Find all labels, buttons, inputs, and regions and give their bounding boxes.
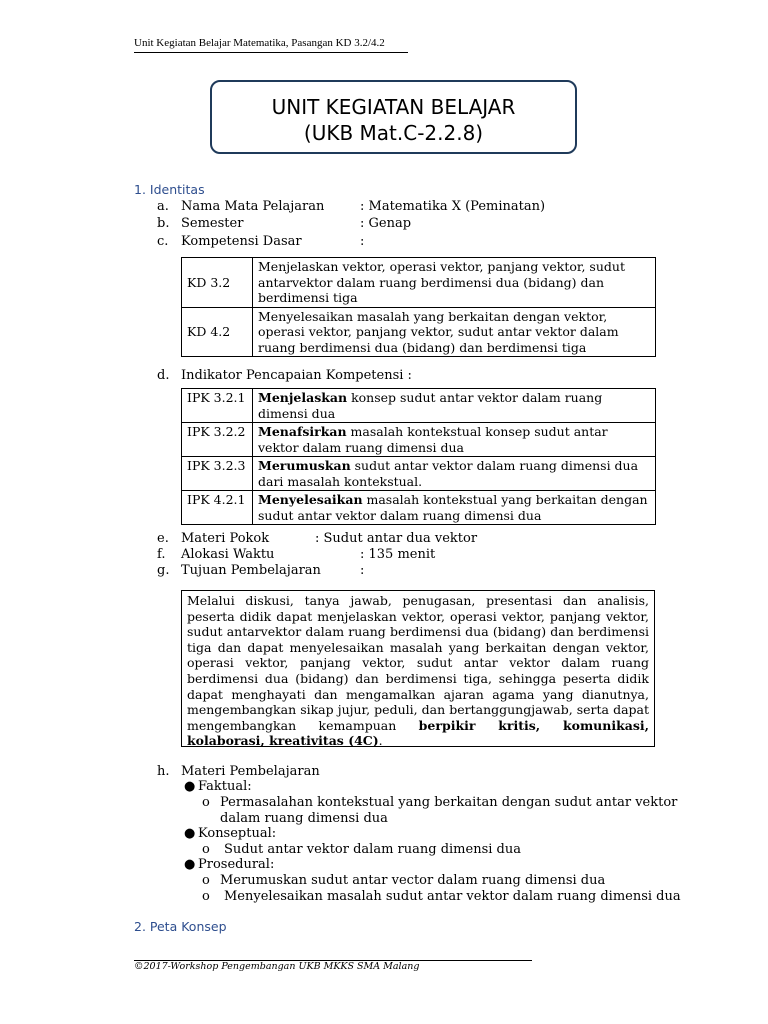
kd-text: Menjelaskan vektor, operasi vektor, panjang vektor, sudut antarvektor dalam ruang berdimensi dua (bidang) dan berdimensi tiga: [253, 258, 656, 308]
ipk-verb: Merumuskan: [258, 458, 351, 473]
kd-text: Menyelesaikan masalah yang berkaitan dengan vektor, operasi vektor, panjang vektor, sudut antar vektor dalam ruang berdimensi dua (bidang) dan berdimensi tiga: [253, 307, 656, 357]
ipk-code: IPK 3.2.1: [182, 389, 253, 423]
circle-bullet-icon: o: [202, 842, 210, 857]
table-row: [182, 389, 656, 423]
ipk-table: [181, 388, 656, 525]
circle-bullet-icon: o: [202, 889, 210, 904]
ipk-rest: sudut antar vektor dalam ruang dimensi dua dari masalah kontekstual.: [258, 458, 639, 489]
row-letter: g.: [157, 563, 170, 578]
table-row: [182, 423, 656, 457]
alokasi-row: [157, 546, 436, 563]
bullet-icon: ●: [184, 857, 196, 872]
title-line-1: UNIT KEGIATAN BELAJAR: [271, 95, 516, 119]
tujuan-box: [181, 590, 655, 747]
prosedural-subitem: [202, 873, 606, 889]
konseptual-text: Sudut antar vektor dalam ruang dimensi dua: [224, 842, 521, 857]
identity-row-c: [157, 233, 365, 250]
row-key: Indikator Pencapaian Kompetensi :: [181, 368, 412, 383]
ipk-text: [253, 491, 656, 525]
title-box: [210, 80, 577, 154]
row-value: : Genap: [360, 216, 412, 231]
bullet-icon: ●: [184, 826, 196, 841]
row-letter: h.: [157, 764, 170, 779]
kd-code: KD 3.2: [182, 258, 253, 308]
prosedural-subitem: [202, 889, 681, 905]
tujuan-row: [157, 562, 365, 579]
ipk-text: [253, 389, 656, 423]
faktual-text: Permasalahan kontekstual yang berkaitan dengan sudut antar vektor dalam ruang dimensi dua: [220, 795, 678, 826]
circle-bullet-icon: o: [202, 873, 210, 888]
ipk-rest: masalah kontekstual konsep sudut antar vektor dalam ruang dimensi dua: [258, 424, 608, 455]
row-key: Materi Pembelajaran: [181, 764, 320, 779]
page-footer: ©2017-Workshop Pengembangan UKB MKKS SMA Malang: [134, 961, 420, 972]
ipk-code: IPK 4.2.1: [182, 491, 253, 525]
table-row: [182, 457, 656, 491]
prosedural-label: Prosedural:: [198, 857, 275, 872]
row-letter: a.: [157, 199, 169, 214]
ipk-verb: Menafsirkan: [258, 424, 347, 439]
row-key: Tujuan Pembelajaran: [181, 563, 321, 578]
title-line-2: (UKB Mat.C-2.2.8): [303, 121, 484, 145]
row-letter: c.: [157, 234, 169, 249]
faktual-item: [184, 779, 252, 795]
ipk-rest: masalah kontekstual yang berkaitan dengan sudut antar vektor dalam ruang dimensi dua: [258, 492, 648, 523]
materi-pokok-row: [157, 530, 478, 547]
row-key: Semester: [181, 216, 244, 231]
circle-bullet-icon: o: [202, 795, 210, 810]
identity-row-a: [157, 198, 546, 215]
ipk-verb: Menyelesaikan: [258, 492, 363, 507]
kd-table: [181, 257, 656, 357]
prosedural-item: [184, 857, 275, 873]
row-value: : Matematika X (Peminatan): [360, 199, 546, 214]
faktual-label: Faktual:: [198, 779, 252, 794]
materi-row: [157, 763, 320, 780]
row-key: Alokasi Waktu: [181, 547, 275, 562]
row-letter: b.: [157, 216, 170, 231]
row-letter: f.: [157, 547, 166, 562]
row-key: Materi Pokok: [181, 531, 270, 546]
page-header: Unit Kegiatan Belajar Matematika, Pasangan KD 3.2/4.2: [134, 37, 385, 49]
faktual-subitem: [202, 795, 680, 827]
row-letter: e.: [157, 531, 169, 546]
table-row: [182, 491, 656, 525]
ipk-code: IPK 3.2.2: [182, 423, 253, 457]
table-row: [182, 258, 656, 308]
konseptual-item: [184, 826, 277, 842]
row-value: :: [360, 234, 365, 249]
ipk-text: [253, 457, 656, 491]
ipk-rest: konsep sudut antar vektor dalam ruang dimensi dua: [258, 390, 603, 421]
row-value: : 135 menit: [360, 547, 436, 562]
bullet-icon: ●: [184, 779, 196, 794]
indikator-row: [157, 367, 412, 384]
tujuan-end: .: [378, 733, 383, 749]
prosedural-text: Menyelesaikan masalah sudut antar vektor dalam ruang dimensi dua: [224, 889, 681, 904]
row-value: :: [360, 563, 365, 578]
ipk-code: IPK 3.2.3: [182, 457, 253, 491]
identity-row-b: [157, 215, 412, 232]
row-key: Kompetensi Dasar: [181, 234, 302, 249]
header-divider: [134, 52, 408, 53]
row-value: : Sudut antar dua vektor: [315, 531, 478, 546]
konseptual-subitem: [202, 842, 521, 858]
row-letter: d.: [157, 368, 170, 383]
tujuan-bold: berpikir kritis, komunikasi, kolaborasi, kreativitas (4C): [187, 717, 649, 749]
section-identitas-heading: 1. Identitas: [134, 182, 205, 197]
section-peta-konsep-heading: 2. Peta Konsep: [134, 919, 227, 934]
prosedural-text: Merumuskan sudut antar vector dalam ruang dimensi dua: [220, 873, 606, 888]
konseptual-label: Konseptual:: [198, 826, 277, 841]
row-key: Nama Mata Pelajaran: [181, 199, 325, 214]
table-row: [182, 307, 656, 357]
ipk-text: [253, 423, 656, 457]
kd-code: KD 4.2: [182, 307, 253, 357]
ipk-verb: Menjelaskan: [258, 390, 348, 405]
tujuan-text: Melalui diskusi, tanya jawab, penugasan, presentasi dan analisis, peserta didik dapat menjelaskan vektor, operasi vektor, panjang vektor, sudut antarvektor dalam ruang berdimensi dua (bidang) dan berdimensi tiga dan dapat menyelesaikan masalah yang berkaitan dengan vektor, operasi vektor, panjang vektor, sudut antar vektor dalam ruang berdimensi dua (bidang) dan berdimensi tiga, sehingga peserta didik dapat menghayati dan mengamalkan ajaran agama yang dianutnya, mengembangkan sikap jujur, peduli, dan bertanggungjawab, serta dapat mengembangkan kemampuan: [187, 593, 649, 733]
